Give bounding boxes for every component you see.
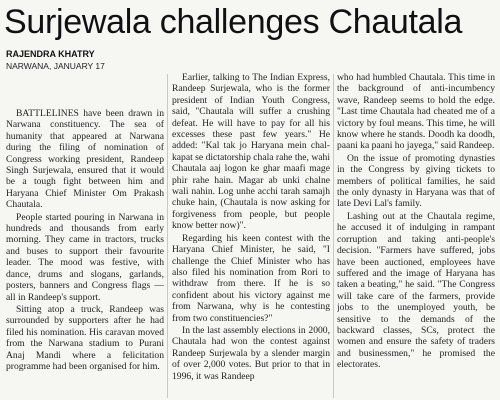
column-divider-2 bbox=[333, 74, 334, 398]
paragraph: People started pouring in Narwana in hundreds and thousands from early morning. They came in tractors, trucks and buses to support their favourite leader. The mood was festive, with dance, drums and slogans, garlands, posters, banners and Congress flags — all in Randeep's support. bbox=[6, 211, 164, 303]
column-divider-1 bbox=[167, 74, 168, 398]
paragraph: On the issue of promoting dynasties in the Congress by giving tickets to members of political families, he said the only dynasty in Haryana was that of late Devi Lal's family. bbox=[337, 152, 495, 210]
paragraph: Earlier, talking to The Indian Express, Randeep Surjewala, who is the former president of Indian Youth Congress, said, "Chautala will suffer a crushing defeat. He will have to pay for all his excesses these past few years." He added: "Kal tak jo Haryana mein chal-kapat se dictatorship chala rahe the, wahi Chautala aaj logon ke ghar maafi mage phir rahe hain. Magar ab unki chalne wali nahin. Log unhe acchi tarah samajh chuke hain, (Chautala is now asking for forgiveness from people, but people know better now)". bbox=[172, 72, 330, 232]
paragraph: In the last assembly elections in 2000, Chautala had won the contest against Randeep Surjewala by a slender margin of over 2,000 votes. But prior to that in 1996, it was Randeep bbox=[172, 324, 330, 382]
byline: RAJENDRA KHATRY bbox=[6, 49, 95, 59]
paragraph: BATTLELINES have been drawn in Narwana constituency. The sea of humanity that appeared at Narwana during the filing of nomination of Congress working president, Randeep Singh Surjewala, ensured that it would be a tough fight between him and Haryana Chief Minister Om Prakash Chautala. bbox=[6, 108, 164, 211]
paragraph: Sitting atop a truck, Randeep was surrounded by supporters after he had filed his nomination. His caravan moved from the Narwana stadium to Purani Anaj Mandi where a felicitation programme had been organised for him. bbox=[6, 303, 164, 372]
dateline: NARWANA, JANUARY 17 bbox=[6, 61, 105, 71]
article-column-1 bbox=[6, 108, 164, 400]
paragraph: Lashing out at the Chautala regime, he accused it of indulging in rampant corruption and taking anti-people's decision. "Farmers have suffered, jobs have been auctioned, employees have suffered and the image of Haryana has taken a beating," he said. "The Congress will take care of the farmers, provide jobs to the unemployed youth, be sensitive to the demands of the backward classes, SCs, protect the women and ensure the safety of traders and businessmen," he promised the electorates. bbox=[337, 210, 495, 371]
paragraph: who had humbled Chautala. This time in the background of anti-incumbency wave, Randeep seems to hold the edge. "Last time Chautala had cheated me of a victory by foul means. This time, he will know where he stands. Doodh ka doodh, paani ka paani ho jayega," said Randeep. bbox=[337, 72, 495, 152]
article-column-3 bbox=[337, 72, 495, 398]
paragraph: Regarding his keen contest with the Haryana Chief Minister, he said, "I challenge the Chief Minister who has also filed his nomination from Rori to withdraw from there. If he is so confident about his victory against me from Narwana, why is he contesting from two constituencies?" bbox=[172, 232, 330, 324]
headline: Surjewala challenges Chautala bbox=[4, 3, 463, 41]
article-column-2 bbox=[172, 72, 330, 398]
